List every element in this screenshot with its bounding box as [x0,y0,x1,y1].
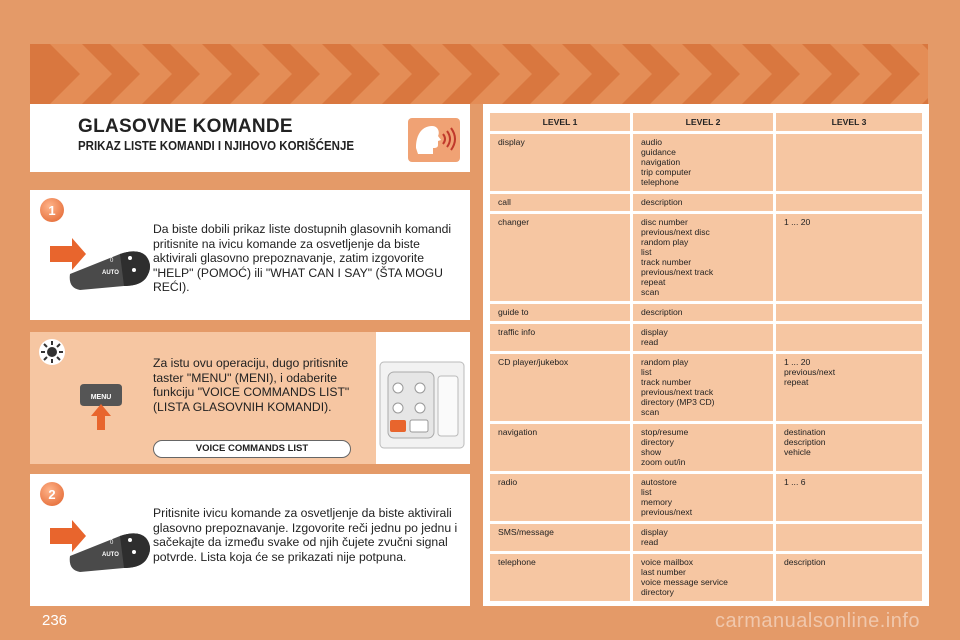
cell-line: previous/next track [641,387,714,397]
lighting-stalk-illustration [50,232,160,294]
title-panel [30,104,470,172]
cell-level2 [633,194,773,211]
voice-commands-table [487,110,925,604]
step1-text: Da biste dobili prikaz liste dostupnih glasovnih komandi pritisnite na ivicu komande za osvetljenje da biste aktivirali glasovno prepoznavanje, zatim izgovorite "HELP" (POMOĆ) ili "WHAT CAN I SAY" (ŠTA MOGU REĆI). [153,222,452,295]
cell-line: scan [641,407,660,417]
cell-level3 [776,324,922,351]
menu-button-illustration [78,382,124,430]
cell-line: disc number [641,217,688,227]
cell-line: list [641,367,652,377]
cell-level1: traffic info [490,324,630,351]
page-subtitle: PRIKAZ LISTE KOMANDI I NJIHOVO KORIŠĆENJE [78,139,355,153]
step2-marker: 2 [40,482,64,506]
cell-level1: changer [490,214,630,301]
watermark: carmanualsonline.info [714,610,920,632]
cell-line: memory [641,497,673,507]
cell-line: vehicle [784,447,811,457]
chevron-pattern [30,44,928,104]
cell-line: last number [641,567,686,577]
cell-level1: telephone [490,554,630,601]
auto-label: AUTO [102,270,119,276]
cell-level3 [776,304,922,321]
cell-line: display [641,527,668,537]
table-row [490,304,922,321]
cell-level1: radio [490,474,630,521]
cell-line: trip computer [641,167,692,177]
cell-level2 [633,554,773,601]
table-row [490,354,922,421]
cell-level2 [633,524,773,551]
page-number: 236 [42,612,68,629]
zero-label: 0 [110,540,114,546]
cell-line: voice message service [641,577,728,587]
table-row [490,214,922,301]
header-level2: LEVEL 2 [633,113,773,131]
cell-line: previous/next [641,507,693,517]
cell-line: description [641,197,683,207]
cell-level1: SMS/message [490,524,630,551]
cell-level2 [633,354,773,421]
sun-icon [38,338,66,366]
cell-level2 [633,214,773,301]
header-level1: LEVEL 1 [490,113,630,131]
cell-line: directory (MP3 CD) [641,397,715,407]
voice-commands-table-panel [483,104,929,606]
cell-line: description [784,437,826,447]
table-row [490,324,922,351]
cell-line: previous/next track [641,267,714,277]
table-row [490,474,922,521]
auto-label: AUTO [102,552,119,558]
cell-line: show [641,447,662,457]
cell-level1: guide to [490,304,630,321]
header-chevron-band [30,44,928,104]
cell-line: destination [784,427,826,437]
arrow-up-icon [91,404,111,430]
cell-level2 [633,324,773,351]
cell-level1: call [490,194,630,211]
cell-level1: display [490,134,630,191]
table-header-row [490,113,922,131]
tip-text: Za istu ovu operaciju, dugo pritisnite taster "MENU" (MENI), i odaberite funkciju "VOICE COMMANDS LIST" (LISTA GLASOVNIH KOMANDI). [153,356,350,414]
header-level3: LEVEL 3 [776,113,922,131]
cell-line: repeat [641,277,666,287]
cell-line: voice mailbox [641,557,694,567]
cell-line: previous/next disc [641,227,710,237]
cell-level1: CD player/jukebox [490,354,630,421]
cell-line: random play [641,357,689,367]
cell-level3 [776,354,922,421]
table-row [490,134,922,191]
cell-level3 [776,134,922,191]
cell-level2 [633,424,773,471]
cell-level2 [633,474,773,521]
cell-line: random play [641,237,689,247]
table-row [490,424,922,471]
cell-line: track number [641,257,692,267]
cell-line: 1 ... 20 [784,357,811,367]
cell-level1: navigation [490,424,630,471]
zero-label: 0 [110,258,114,264]
cell-line: navigation [641,157,681,167]
voice-command-icon [408,118,460,162]
arrow-right-icon [50,520,86,552]
cell-line: previous/next [784,367,836,377]
cell-line: display [641,327,668,337]
step1-marker: 1 [40,198,64,222]
cell-level2 [633,304,773,321]
cell-line: description [641,307,683,317]
cell-level2 [633,134,773,191]
cell-line: list [641,247,652,257]
cell-line: read [641,537,659,547]
cell-line: track number [641,377,692,387]
radio-panel-illustration [376,332,470,464]
cell-line: telephone [641,177,679,187]
cell-line: description [784,557,826,567]
cell-line: autostore [641,477,677,487]
cell-line: directory [641,587,674,597]
cell-line: 1 ... 20 [784,217,811,227]
table-row [490,554,922,601]
cell-line: directory [641,437,674,447]
cell-line: guidance [641,147,676,157]
step2-text: Pritisnite ivicu komande za osvetljenje da biste aktivirali glasovno prepoznavanje. Izgovorite reči jednu po jednu i sačekajte da između svake od njih čujete zvučni signal potvrde. Lista koja će se prikazati nije potpuna. [153,506,458,564]
cell-level3 [776,554,922,601]
cell-level3 [776,194,922,211]
arrow-right-icon [50,238,86,270]
cell-line: read [641,337,659,347]
cell-line: audio [641,137,663,147]
page-title: GLASOVNE KOMANDE [78,116,293,137]
cell-line: 1 ... 6 [784,477,806,487]
lighting-stalk-illustration [50,514,160,576]
menu-label: MENU [90,394,112,401]
cell-line: zoom out/in [641,457,686,467]
cell-line: scan [641,287,660,297]
cell-line: stop/resume [641,427,689,437]
cell-level3 [776,424,922,471]
cell-level3 [776,524,922,551]
cell-level3 [776,474,922,521]
table-row [490,524,922,551]
voice-commands-list-button: VOICE COMMANDS LIST [153,440,351,458]
cell-line: repeat [784,377,809,387]
table-row [490,194,922,211]
cell-level3 [776,214,922,301]
cell-line: list [641,487,652,497]
